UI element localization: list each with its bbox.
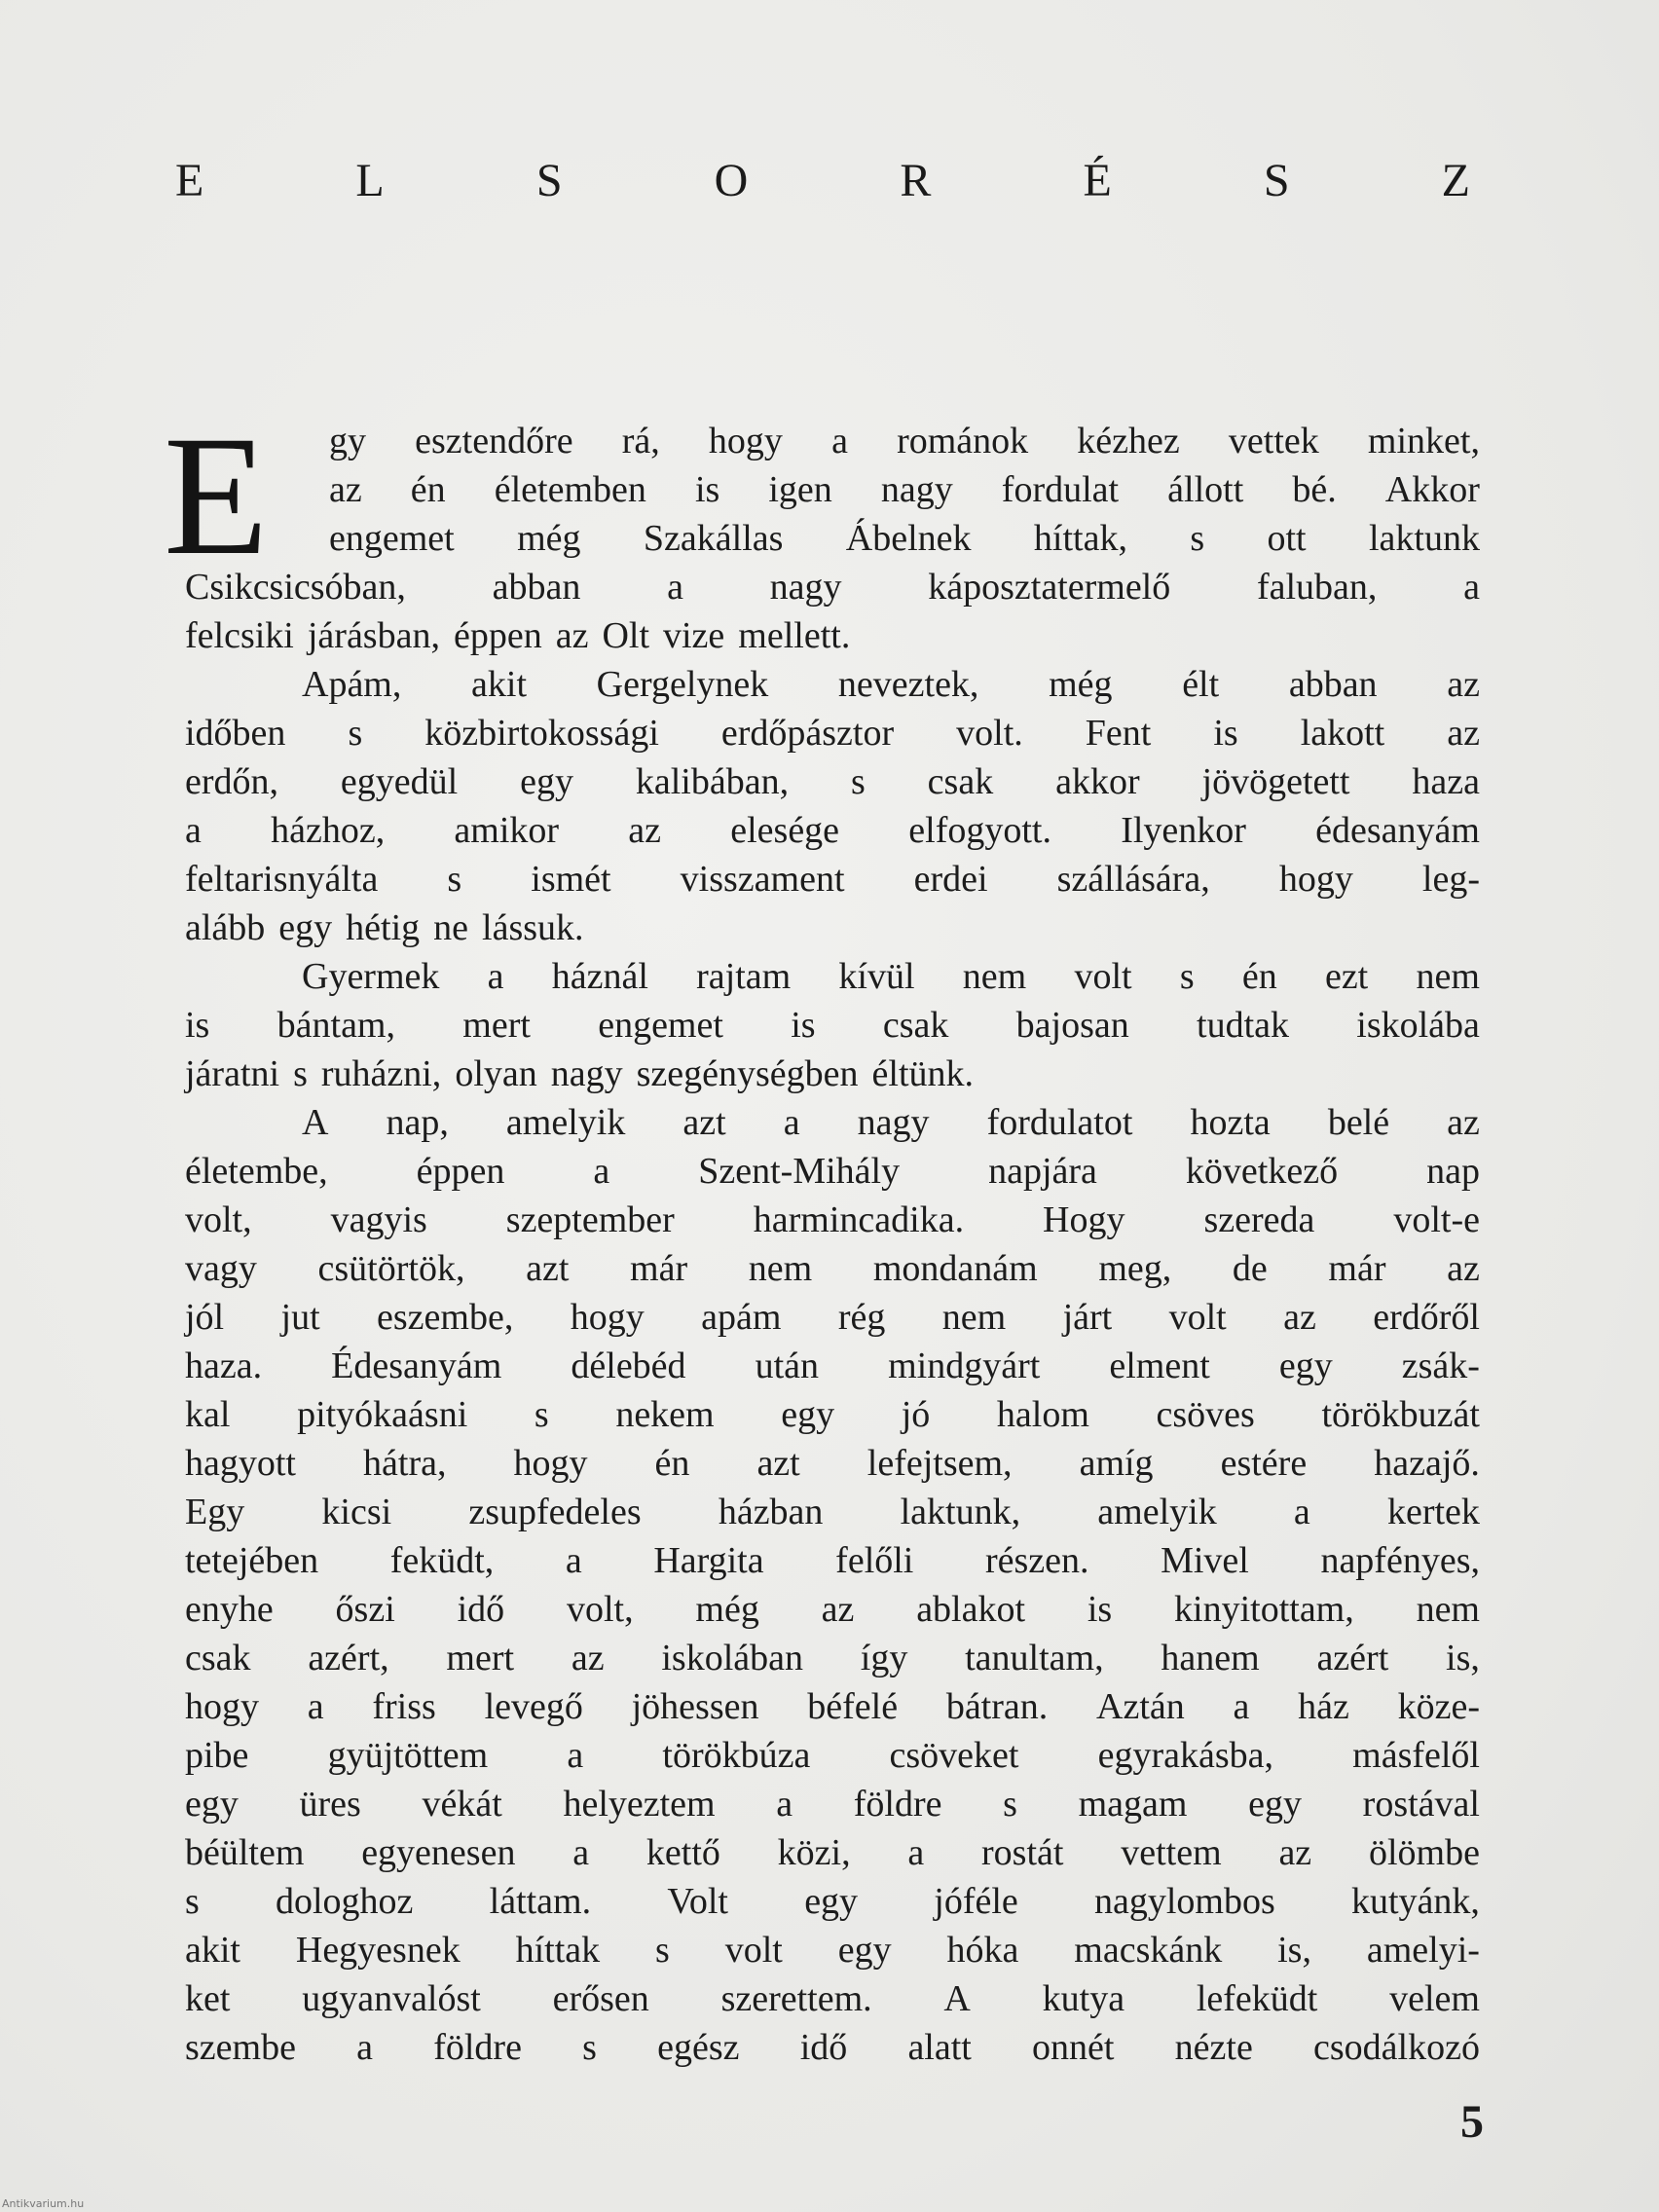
chapter-heading [175,154,1470,207]
heading-letter: R [900,155,932,206]
watermark: Antikvarium.hu [2,2197,85,2210]
text-line: felcsiki járásban, éppen az Olt vize mellett. [185,615,851,656]
text-line: életembe, éppen a Szent-Mihály napjára következő nap [185,1151,1480,1192]
body-text [185,417,1480,2072]
text-line: jól jut eszembe, hogy apám rég nem járt volt az erdőről [185,1297,1480,1338]
text-line: béültem egyenesen a kettő közi, a rostát vettem az ölömbe [185,1832,1480,1873]
heading-letter: O [714,155,749,206]
text-line: ket ugyanvalóst erősen szerettem. A kutya lefeküdt velem [185,1978,1480,2019]
text-line: Egy kicsi zsupfedeles házban laktunk, amelyik a kertek [185,1492,1480,1532]
page-number: 5 [1460,2096,1484,2148]
text-line: hagyott hátra, hogy én azt lefejtsem, amíg estére hazajő. [185,1443,1480,1484]
text-line: akit Hegyesnek híttak s volt egy hóka macskánk is, amelyi- [185,1930,1480,1971]
text-line: haza. Édesanyám délebéd után mindgyárt elment egy zsák- [185,1346,1480,1386]
text-line: feltarisnyálta s ismét visszament erdei szállására, hogy leg- [185,859,1480,900]
text-line: erdőn, egyedül egy kalibában, s csak akkor jövögetett haza [185,761,1480,802]
text-line: kal pityókaásni s nekem egy jó halom csöves törökbuzát [185,1394,1480,1435]
text-line: tetejében feküdt, a Hargita felőli részen. Mivel napfényes, [185,1540,1480,1581]
text-line: alább egy hétig ne lássuk. [185,907,584,948]
text-line: egy üres vékát helyeztem a földre s magam egy rostával [185,1784,1480,1825]
text-line: A nap, amelyik azt a nagy fordulatot hozta belé az [302,1102,1480,1143]
heading-letter: Z [1441,155,1470,206]
text-line: vagy csütörtök, azt már nem mondanám meg, de már az [185,1248,1480,1289]
text-line: szembe a földre s egész idő alatt onnét nézte csodálkozó [185,2027,1480,2068]
text-line: járatni s ruházni, olyan nagy szegénységben éltünk. [185,1053,975,1094]
heading-letter: É [1083,155,1112,206]
heading-letter: S [1263,155,1290,206]
text-line: a házhoz, amikor az elesége elfogyott. Ilyenkor édesanyám [185,810,1480,851]
text-line: volt, vagyis szeptember harmincadika. Hogy szereda volt-e [185,1199,1480,1240]
text-line: hogy a friss levegő jöhessen béfelé bátran. Aztán a ház köze- [185,1686,1480,1727]
drop-cap: E [164,401,269,591]
text-line: csak azért, mert az iskolában így tanultam, hanem azért is, [185,1638,1480,1678]
text-line: Csikcsicsóban, abban a nagy káposztatermelő faluban, a [185,567,1480,608]
text-line: enyhe őszi idő volt, még az ablakot is kinyitottam, nem [185,1589,1480,1630]
text-line: s dologhoz láttam. Volt egy jóféle nagylombos kutyánk, [185,1881,1480,1922]
text-line: időben s közbirtokossági erdőpásztor volt. Fent is lakott az [185,713,1480,754]
heading-letter: S [535,155,563,206]
heading-letter: E [175,155,204,206]
text-line: az én életemben is igen nagy fordulat állott bé. Akkor [329,469,1480,510]
text-line: is bántam, mert engemet is csak bajosan tudtak iskolába [185,1005,1480,1046]
heading-letter: L [355,155,385,206]
text-line: pibe gyüjtöttem a törökbúza csöveket egyrakásba, másfelől [185,1735,1480,1776]
text-line: engemet még Szakállas Ábelnek híttak, s ott laktunk [329,518,1480,559]
text-line: Gyermek a háznál rajtam kívül nem volt s én ezt nem [302,956,1480,997]
text-line: Apám, akit Gergelynek neveztek, még élt abban az [302,664,1480,705]
text-line: gy esztendőre rá, hogy a románok kézhez vettek minket, [329,421,1480,461]
